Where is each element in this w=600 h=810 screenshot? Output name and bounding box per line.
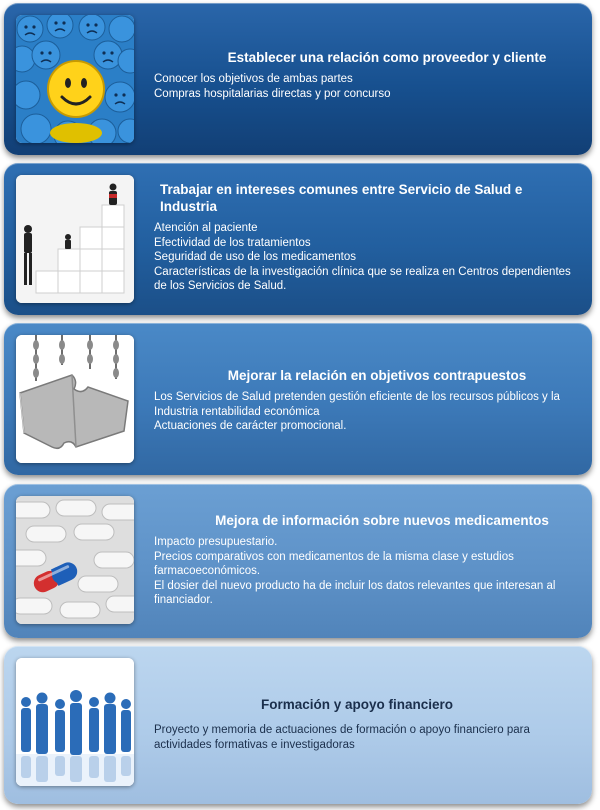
item-list bbox=[154, 72, 580, 101]
list-item: Compras hospitalarias directas y por concurso bbox=[154, 87, 391, 100]
pill-capsules-icon bbox=[16, 496, 134, 624]
item-list bbox=[154, 221, 580, 294]
panel-intereses-comunes bbox=[4, 163, 592, 315]
chained-puzzle-icon bbox=[16, 335, 134, 463]
panel-content bbox=[154, 367, 580, 434]
item-list bbox=[154, 723, 580, 752]
list-item: Seguridad de uso de los medicamentos bbox=[154, 251, 357, 263]
list-item: Efectividad de los tratamientos bbox=[154, 236, 311, 249]
panel-title: Trabajar en intereses comunes entre Servicio de Salud e Industria bbox=[160, 182, 523, 214]
panel-content bbox=[154, 512, 580, 608]
panel-content bbox=[154, 181, 580, 294]
list-item: Proyecto y memoria de actuaciones de formación o apoyo financiero para actividades formativas e investigadoras bbox=[154, 724, 530, 751]
panel-title: Establecer una relación como proveedor y cliente bbox=[227, 50, 547, 65]
item-list bbox=[154, 390, 580, 434]
panel-title: Mejorar la relación en objetivos contrapuestos bbox=[227, 368, 527, 383]
list-item: Impacto presupuestario. bbox=[154, 536, 278, 548]
panel-objetivos-contrapuestos bbox=[4, 323, 592, 475]
list-item: Los Servicios de Salud pretenden gestión eficiente de los recursos públicos y la Industria rentabilidad económica bbox=[154, 391, 560, 418]
item-list bbox=[154, 535, 580, 608]
list-item: Características de la investigación clínica que se realiza en Centros dependientes de los Servicios de Salud. bbox=[154, 265, 571, 292]
panel-content bbox=[154, 49, 580, 101]
list-item: Atención al paciente bbox=[154, 222, 258, 234]
panel-informacion-medicamentos bbox=[4, 484, 592, 638]
panel-proveedor-cliente bbox=[4, 3, 592, 155]
panel-title: Mejora de información sobre nuevos medicamentos bbox=[215, 513, 549, 528]
panel-formacion-apoyo bbox=[4, 646, 592, 804]
panel-content bbox=[154, 696, 580, 752]
list-item: Actuaciones de carácter promocional. bbox=[154, 420, 347, 432]
list-item: Conocer los objetivos de ambas partes bbox=[154, 73, 353, 85]
panel-title: Formación y apoyo financiero bbox=[260, 697, 454, 712]
people-silhouettes-icon bbox=[16, 658, 134, 786]
business-people-blocks-icon bbox=[16, 175, 134, 303]
smiley-crowd-icon bbox=[16, 15, 134, 143]
list-item: Precios comparativos con medicamentos de la misma clase y estudios farmacoeconómicos. bbox=[154, 550, 514, 577]
list-item: El dosier del nuevo producto ha de incluir los datos relevantes que interesan al financiador. bbox=[154, 579, 556, 606]
